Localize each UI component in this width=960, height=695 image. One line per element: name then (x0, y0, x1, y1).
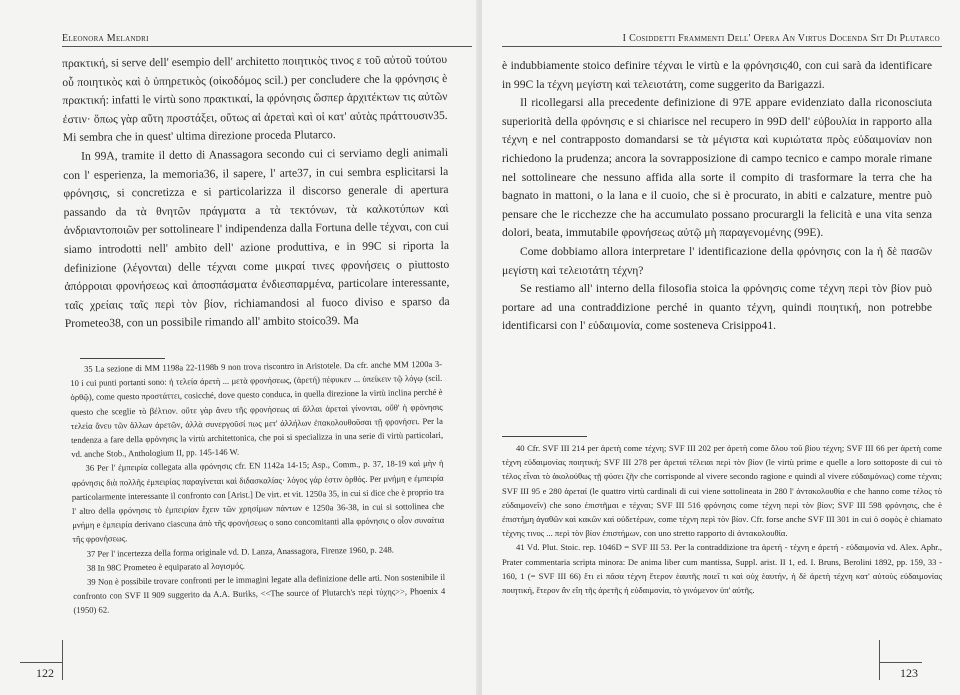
paragraph: Il ricollegarsi alla precedente definizione di 97E appare evidenziato dalla riconosciuta superiorità della φρόνησις e si chiarisce nel recupero in 99D dell' εὐβουλία in rapporto alla τέχνη e nel contrapposto domandarsi se τὰ μέγιστα καὶ κυριώτατα πρὸς εὐδαιμονίαν non richiedono la prudenza; ancora la sovrapposizione di campo tecnico e campo morale rimane nel sottolineare che nessuno affida alla sorte il compito di trasformare la terra che ha bagnato in mattoni, o la lana e il cuoio, che si è procurato, in abiti e calzature, mentre può pensare che le ricchezze che ha accumulato possano procurargli la felicità e una vita senza dolori, beata, immutabile φρονήσεως αὐτῷ μὴ παραγενομένης (99E). (502, 96, 932, 240)
footnote-rule (80, 358, 165, 359)
left-page (0, 0, 478, 695)
running-head-author: Eleonora Melandri (62, 33, 149, 44)
paragraph: è indubbiamente stoico definire τέχναι le virtù e la φρόνησις40, con cui sarà da identificare in 99C la τέχνη μεγίστη καὶ τελειοτάτη, come suggerito da Barigazzi. (502, 59, 932, 91)
footnote: 37 Per l' incertezza della forma originale vd. D. Lanza, Anassagora, Firenze 1960, p. 248. (86, 544, 394, 559)
header-rule (502, 46, 942, 47)
page-number: 123 (900, 666, 918, 680)
paragraph: πρακτική, si serve dell' esempio dell' architetto ποιητικὸς τινος ε τοῦ αὐτοῦ τούτου οὗ ποιητικὸς καὶ ὁ ὑπηρετικὸς (οἰκοδόμος scil.) per concludere che la φρόνησις è πρακτική: infatti le virtù sono πρακτικαί, la φρόνησις ὥσπερ ἀρχιτέκτων τις αὐτῶν ἐστιν· ὅπως γὰρ αὕτη προστάξει, οὕτως αἱ ἀρεταὶ καὶ οἱ κατ' αὐτὰς πράττουσιν35. Mi sembra che in quest' ultima direzione proceda Plutarco. (62, 52, 448, 145)
paragraph: Se restiamo all' interno della filosofia stoica la φρόνησις come τέχνη περὶ τὸν βίον può portare ad una contraddizione perché in quanto τέχνη, quindi ποιητική, non potrebbe identificarsi con l' εὐδαιμονία, come sosteneva Crisippo41. (502, 282, 932, 333)
folio-rule (20, 662, 62, 663)
paragraph: In 99A, tramite il detto di Anassagora secondo cui ci serviamo degli animali con l' esperienza, la memoria36, il sapere, l' arte37, in cui sembra esplicitarsi la φρόνησις, si concretizza e si particolarizza il discorso generale di apertura passando da τὰ θνητῶν πράγματα a τὰ τεκτόνων, τὰ καλκοτύπων καὶ ἀνδριαντοποιῶν per sottolineare l' indipendenza dalla Fortuna delle τέχναι, con cui siamo introdotti nell' ambito dell' azione produttiva, e in 99C si riporta la definizione (λέγονται) delle τέχναι come μικραί τινες φρονήσεις o piuttosto ἀπόρροιαι φρονήσεως καὶ ἀποσπάσματα ἐνδιεσπαρμένα, particolare interessante, ταῖς χρείαις ταῖς περὶ τὸν βίον, richiamandosi al fuoco diviso e sparso da Prometeo38, con un possibile rimando all' ambito stoico39. Ma (63, 145, 450, 331)
folio-rule (880, 662, 922, 663)
main-text (502, 57, 932, 336)
footnote-rule (502, 436, 587, 437)
paragraph: Come dobbiamo allora interpretare l' identificazione della φρόνησις con la ἡ δὲ πασῶν μεγίστη καὶ τελειοτάτη τέχνη? (502, 244, 932, 277)
header-rule (62, 46, 472, 47)
footnote: 36 Per l' ἐμπειρία collegata alla φρόνησις cfr. EN 1142a 14-15; Asp., Comm., p. 37, 18-19 καὶ μὴν ἡ φρόνησις διὰ πολλῆς ἐμπειρίας παραγίνεται καὶ διδασκαλίας· λόγος γάρ ἐστιν ὀρθός. Per μνήμη e ἐμπειρία particolarmente interessante il confronto con [Arist.] De virt. et vit. 1250a 35, in cui si dice che è proprio tra l' altro della φρόνησις τὸ ἐμπειρίαν ἔχειν τῶν χρησίμων πάντων e 1250a 36-38, in cui si sottolinea che μνήμη e ἐμπειρία derivano ciascuna ἀπὸ τῆς φρονήσεως o sono concomitanti alla φρόνησις o οἷον συναίτια τῆς φρονήσεως. (71, 458, 445, 545)
footnotes (502, 441, 942, 597)
footnote: 38 In 98C Prometeo è equiparato al λογισμός. (86, 560, 245, 573)
page-number: 122 (36, 666, 54, 680)
folio-rule (62, 640, 63, 680)
footnote: 41 Vd. Plut. Stoic. rep. 1046D = SVF III 53. Per la contraddizione tra ἀρετή - τέχνη e ἀρετή - εὐδαιμονία vd. Alex. Aphr., Prater commentaria scripta minora: De anima liber cum mantissa, Suppl. arist. II 1, ed. I. Bruns, Berolini 1892, pp. 159, 33 - 160, 1 (= SVF III 66) ἔτι εἰ πᾶσα τέχνη ἕτερον ἑαυτῆς ποιεῖ τι καὶ οὐχ ἑαυτήν, ἡ δὲ ἀρετὴ τέχνη κατ' αὐτοὺς εὐδαιμονίας ποιητική, ἕτερον ἂν εἴη τῆς ἀρετῆς ἡ εὐδαιμονία, τὸ γινόμενον ὑπ' αὐτῆς. (502, 542, 942, 596)
footnote: 35 La sezione di MM 1198a 22-1198b 9 non trova riscontro in Aristotele. Da cfr. anche MM 1200a 3-10 i cui punti portanti sono: ἡ τελεία ἀρετὴ ... μετὰ φρονήσεως, (ἀρετή) πέφυκεν ... ὑπείκειν τῷ λόγῳ (scil. ὀρθῷ), come questo προστάττει, cosicché, dove questo conduca, in quella direzione la virtù inclina perché è questo che sceglie τὸ βέλτιον. οὔτε γὰρ ἄνευ τῆς φρονήσεως αἱ ἄλλαι ἀρεταὶ γίνονται, οὔθ' ἡ φρόνησις τελεία ἄνευ τῶν ἄλλων ἀρετῶν, ἀλλὰ συνεργοῦσί πως μετ' ἀλλήλων ἐπακολουθοῦσαι τῇ φρονήσει. Per la tendenza a fare della φρόνησις la virtù architettonica, che poi si specializza in una serie di virtù particolari, vd. anche Stob., Anthologium II, pp. 145-146 W. (70, 358, 444, 460)
folio-rule (879, 640, 880, 680)
footnote: 39 Non è possibile trovare confronti per le immagini legate alla definizione delle arti. Non sostenibile il confronto con SVF II 909 suggerito da A.A. Buriks, <<The source of Plutarch's περὶ τύχης>>, Phoenix 4 (1950) 62. (73, 571, 446, 616)
footnotes (70, 357, 446, 618)
running-head-title: I Cosiddetti Frammenti Dell' Opera An Virtus Docenda Sit Di Plutarco (622, 33, 940, 44)
main-text (62, 51, 450, 334)
right-page (482, 0, 960, 695)
footnote: 40 Cfr. SVF III 214 per ἀρετὴ come τέχνη; SVF III 202 per ἀρετὴ come ὅλου τοῦ βίου τέχνη; SVF III 66 per ἀρετὴ come τέχνη εὐδαιμονίας ποιητική; SVF III 278 per ἀρεταὶ τέλειαι περὶ τὸν βίον (le virtù prime e quelle a loro sottoposte di cui τὸ τέλος εἶναι τὸ ἀκολούθως τῇ φύσει ζῆν che corrisponde al vivere secondo ragione e quindi al vivere εὐδαιμόνως) come τέχναι; SVF III 95 e 280 ἀρεταί (le quattro virtù cardinali di cui viene sottolineata in 280 l' ἀντακολουθία e che hanno come τέλος τὸ εὐδαιμονεῖν) che sono ἐπιστῆμαι e τέχναι; SVF III 516 φρόνησις come τέχνη περὶ τὸν βίον; SVF III 598 φρόνησις, che è ἐπιστήμη ἀγαθῶν καὶ κακῶν καὶ οὐδετέρων, come τέχνη περὶ τὸν βίον. Cfr. forse anche SVF III 301 in cui ὁ σοφὸς è chiamato τέχνης τινος ... περὶ τὸν βίον ἐπιστήμων, con uno stretto rapporto di ἀντακολουθία. (502, 443, 942, 539)
